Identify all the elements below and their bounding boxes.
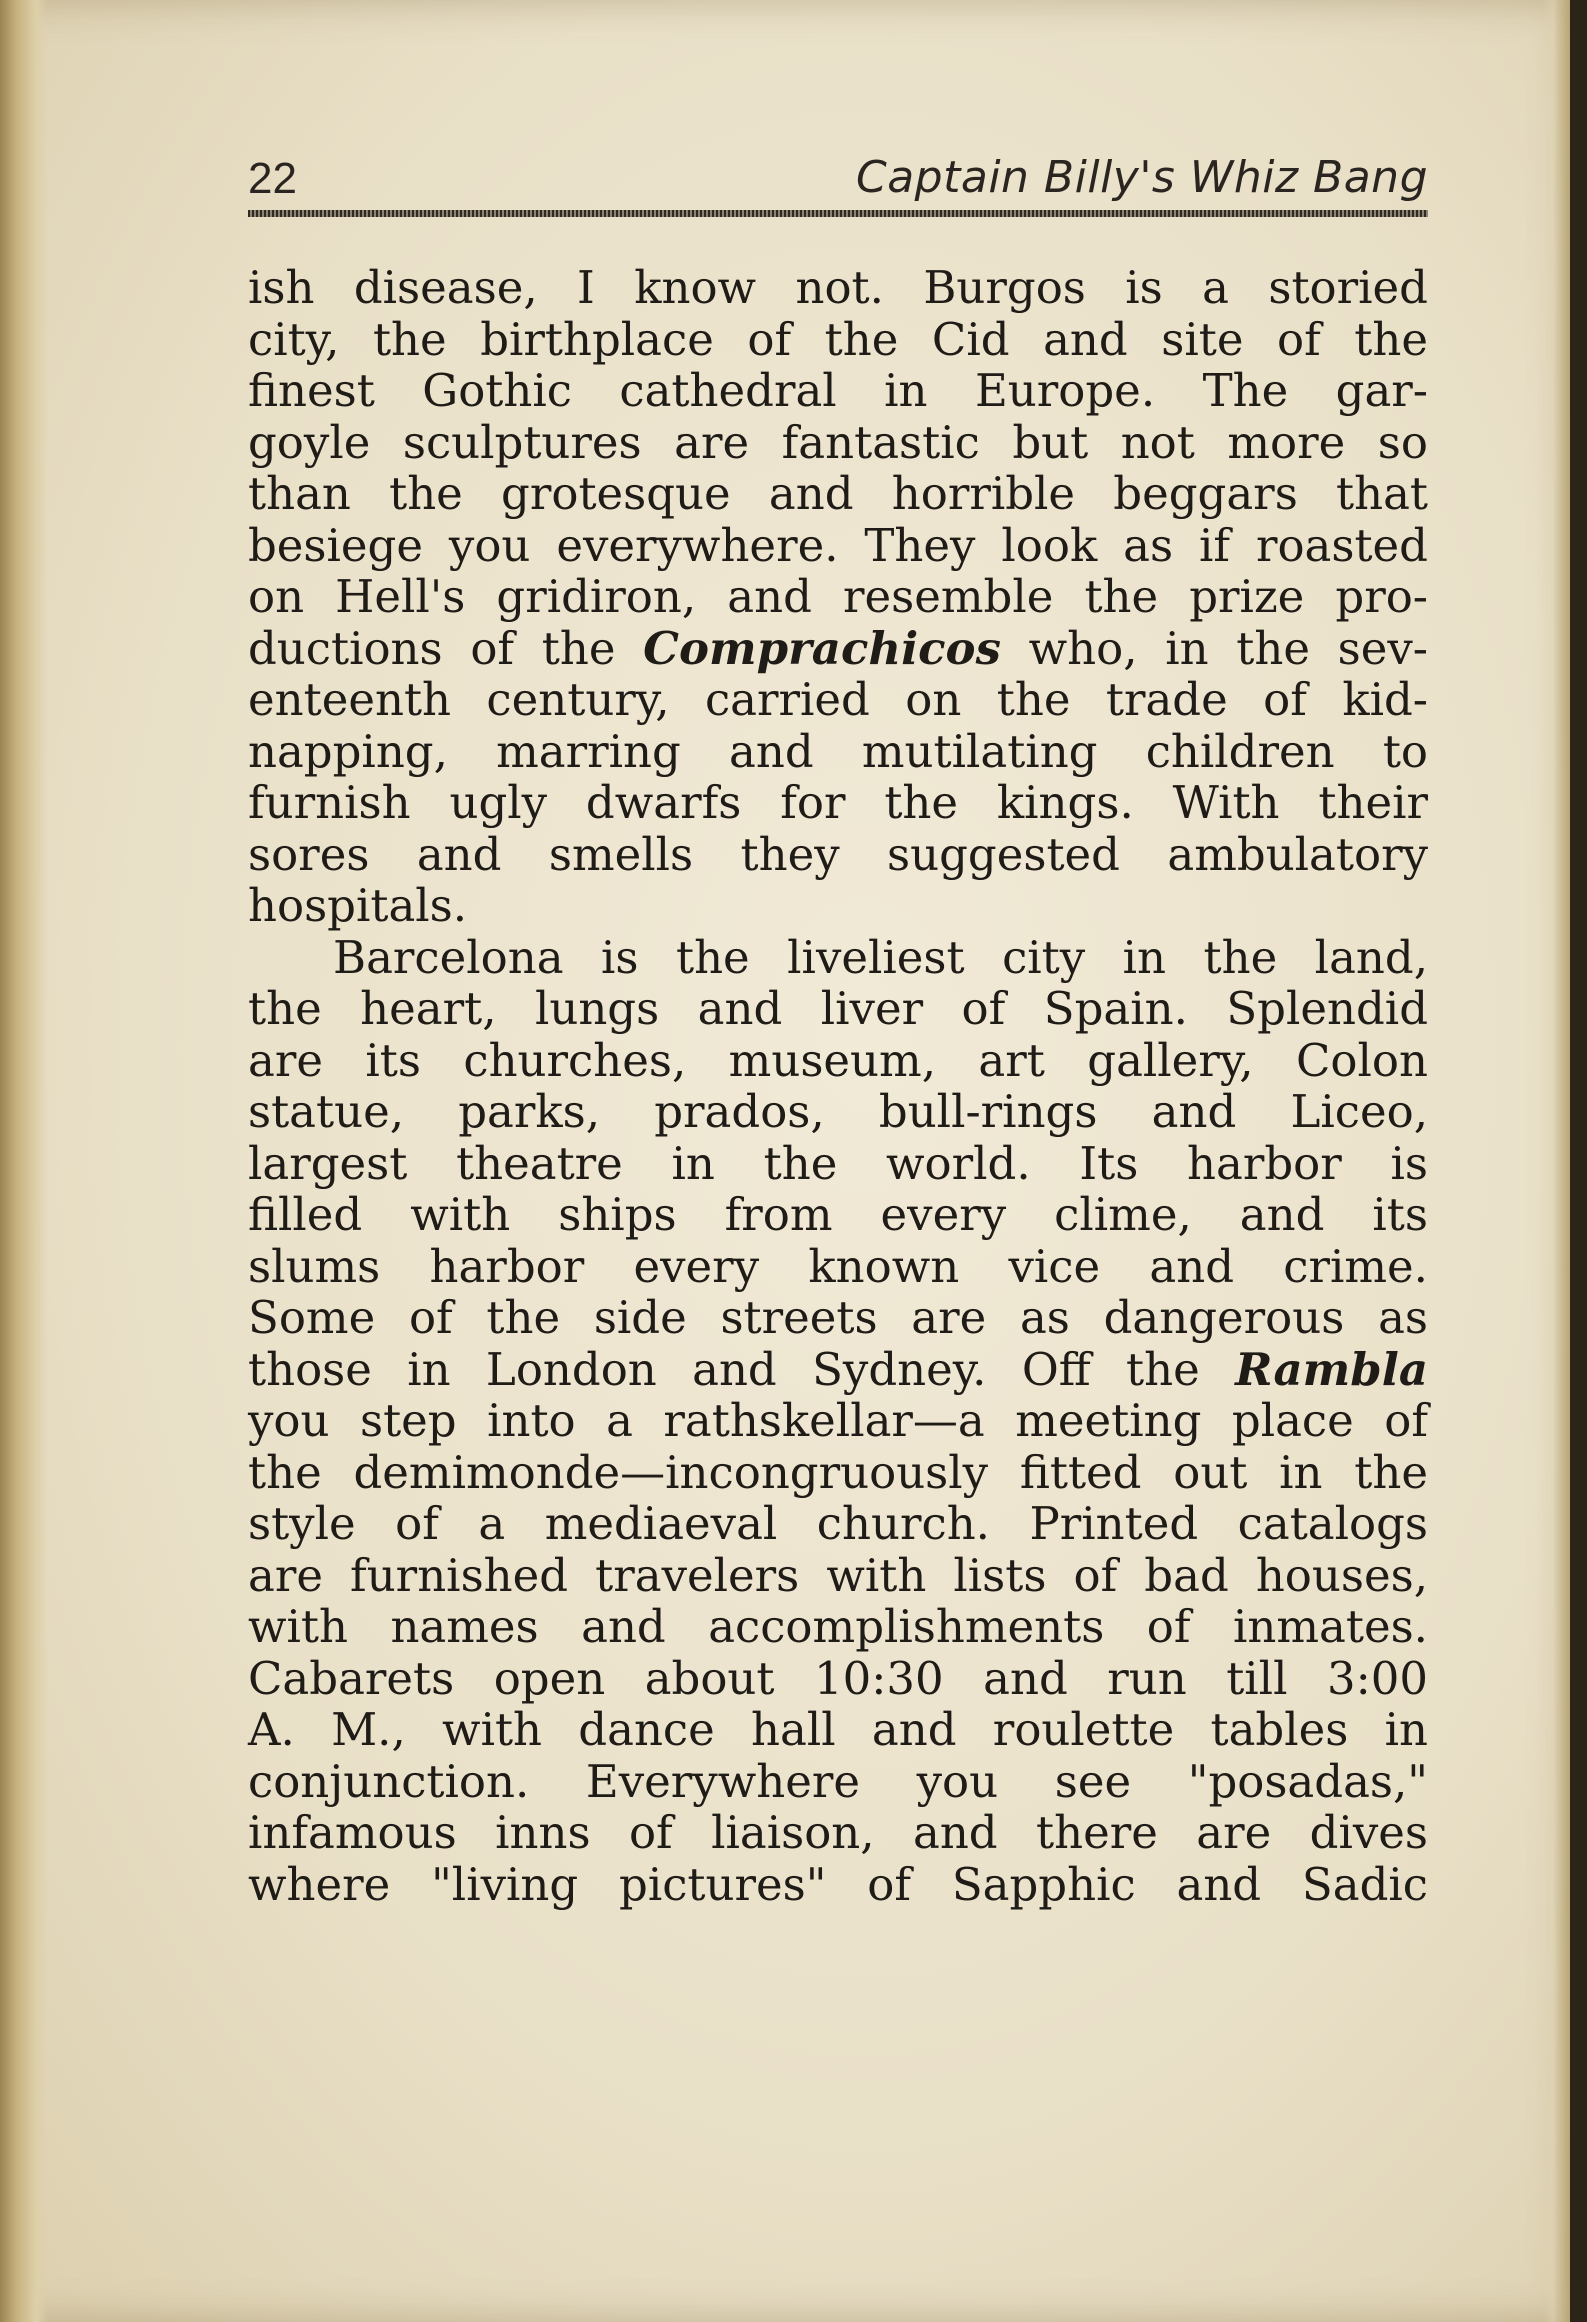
text-line: you step into a rathskellar—a meeting place of: [248, 1394, 1428, 1447]
text-line: Some of the side streets are as dangerous as: [248, 1291, 1428, 1344]
text-line: on Hell's gridiron, and resemble the prize pro-: [248, 570, 1428, 623]
text-line: [248, 1344, 1428, 1396]
running-header: [248, 148, 1428, 208]
body-text: [248, 262, 1428, 1910]
text-line: Cabarets open about 10:30 and run till 3:00: [248, 1651, 1428, 1705]
text-line: Barcelona is the liveliest city in the land,: [333, 930, 1428, 984]
text-line: furnish ugly dwarfs for the kings. With their: [248, 776, 1428, 829]
text-line: are furnished travelers with lists of bad houses,: [248, 1548, 1428, 1602]
text-line: with names and accomplishments of inmates.: [248, 1600, 1428, 1653]
text-line: goyle sculptures are fantastic but not more so: [248, 415, 1428, 469]
text-line: the demimonde—incongruously fitted out in the: [248, 1445, 1428, 1499]
running-title: Captain Billy's Whiz Bang: [856, 152, 1428, 203]
page-number: 22: [248, 154, 297, 203]
text-segment: those in London and Sydney. Off the: [248, 1342, 1200, 1396]
text-line: the heart, lungs and liver of Spain. Splendid: [248, 982, 1428, 1035]
emphasis-comprachicos: Comprachicos: [643, 621, 1001, 675]
text-line: hospitals.: [248, 879, 468, 932]
text-line: A. M., with dance hall and roulette tables in: [248, 1703, 1428, 1756]
page-right-edge: [1542, 0, 1570, 2322]
emphasis-rambla: Rambla: [1235, 1342, 1428, 1396]
text-line: slums harbor every known vice and crime.: [248, 1239, 1428, 1293]
paragraph-1: [248, 262, 1428, 932]
page-spine-shadow: [0, 0, 48, 2322]
text-line: enteenth century, carried on the trade of kid-: [248, 673, 1428, 726]
text-line: napping, marring and mutilating children to: [248, 724, 1428, 778]
text-line: where "living pictures" of Sapphic and Sadic: [248, 1857, 1428, 1911]
text-line: than the grotesque and horrible beggars that: [248, 467, 1428, 520]
text-line: sores and smells they suggested ambulatory: [248, 827, 1428, 881]
text-line: finest Gothic cathedral in Europe. The gar-: [248, 364, 1428, 417]
text-line: largest theatre in the world. Its harbor is: [248, 1136, 1428, 1190]
text-line: [248, 623, 1428, 675]
text-line: city, the birthplace of the Cid and site of the: [248, 312, 1428, 366]
text-segment: ductions of the: [248, 621, 616, 675]
text-segment: who, in the sev-: [1028, 621, 1429, 675]
text-line: besiege you everywhere. They look as if roasted: [248, 518, 1428, 572]
text-line: conjunction. Everywhere you see "posadas,": [248, 1754, 1428, 1808]
text-line: style of a mediaeval church. Printed catalogs: [248, 1497, 1428, 1550]
text-line: filled with ships from every clime, and its: [248, 1188, 1428, 1241]
text-line: ish disease, I know not. Burgos is a storied: [248, 261, 1428, 314]
text-line: are its churches, museum, art gallery, Colon: [248, 1033, 1428, 1087]
header-rule: [248, 210, 1428, 217]
paragraph-2: [248, 932, 1428, 1911]
text-line: infamous inns of liaison, and there are dives: [248, 1806, 1428, 1859]
text-line: statue, parks, prados, bull-rings and Liceo,: [248, 1085, 1428, 1138]
